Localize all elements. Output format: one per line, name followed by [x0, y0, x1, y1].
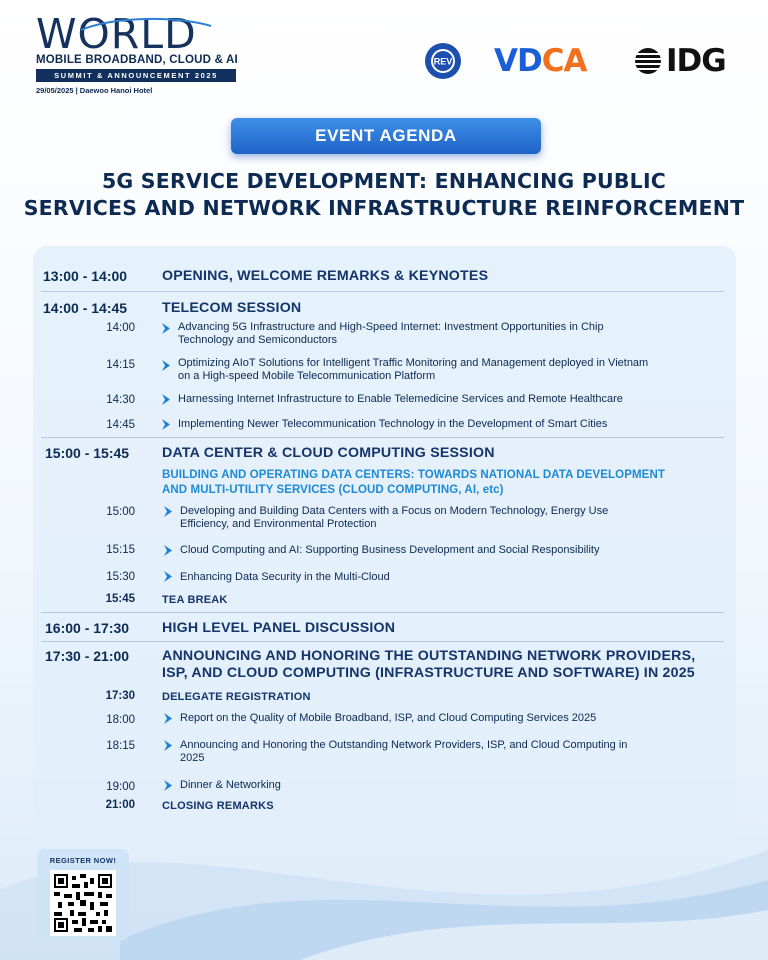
- agenda-item: Cloud Computing and AI: Supporting Business Development and Social Responsibility: [180, 544, 600, 556]
- chevron-right-icon: [163, 545, 173, 556]
- chevron-right-icon: [161, 360, 171, 371]
- divider: [41, 641, 724, 642]
- brand-subtitle: MOBILE BROADBAND, CLOUD & AI: [36, 54, 238, 66]
- title-line-2: SERVICES AND NETWORK INFRASTRUCTURE REINFORCEMENT: [23, 196, 745, 220]
- agenda-item: Dinner & Networking: [180, 779, 281, 791]
- item-time: 15:30: [106, 571, 135, 583]
- event-date-venue: 29/05/2025 | Daewoo Hanoi Hotel: [36, 86, 153, 95]
- register-qr-box[interactable]: [37, 849, 129, 941]
- chevron-right-icon: [163, 506, 173, 517]
- divider: [41, 437, 724, 438]
- chevron-right-icon: [163, 740, 173, 751]
- chevron-right-icon: [161, 323, 171, 334]
- title-line-1: 5G SERVICE DEVELOPMENT: ENHANCING PUBLIC: [101, 169, 667, 193]
- idg-logo-text: IDG: [666, 43, 726, 79]
- agenda-item: Report on the Quality of Mobile Broadband, ISP, and Cloud Computing Services 2025: [180, 712, 597, 724]
- session-time: 15:00 - 15:45: [45, 445, 130, 461]
- session-title: ANNOUNCING AND HONORING THE OUTSTANDING NETWORK PROVIDERS, ISP, AND CLOUD COMPUTING (INFRASTRUCTURE AND SOFTWARE) IN 2025: [162, 648, 696, 681]
- register-label: REGISTER NOW!: [49, 856, 117, 865]
- svg-text:REV: REV: [433, 56, 453, 67]
- chevron-right-icon: [161, 394, 171, 405]
- page-title: [0, 168, 768, 222]
- item-time: 17:30: [105, 690, 135, 702]
- session-subheading: BUILDING AND OPERATING DATA CENTERS: TOWARDS NATIONAL DATA DEVELOPMENT AND MULTI-UTILITY SERVICES (CLOUD COMPUTING, AI, etc): [162, 469, 665, 496]
- item-time: 14:30: [106, 394, 135, 406]
- item-time: 15:15: [106, 544, 135, 556]
- registration-label: DELEGATE REGISTRATION: [162, 691, 311, 703]
- divider: [41, 612, 724, 613]
- agenda-item: Harnessing Internet Infrastructure to Enable Telemedicine Services and Remote Healthcare: [178, 393, 623, 405]
- brand-arc-icon: [76, 14, 216, 34]
- session-time: 17:30 - 21:00: [45, 648, 130, 664]
- agenda-item: Advancing 5G Infrastructure and High-Speed Internet: Investment Opportunities in Chip Technology and Semiconductors: [178, 321, 604, 346]
- item-time: 14:45: [106, 419, 135, 431]
- item-time: 18:00: [106, 714, 135, 726]
- brand-summit-bar: SUMMIT & ANNOUNCEMENT 2025: [36, 69, 236, 82]
- session-title: DATA CENTER & CLOUD COMPUTING SESSION: [162, 445, 495, 461]
- rev-logo-icon: [424, 42, 462, 80]
- item-time: 19:00: [106, 781, 135, 793]
- idg-globe-icon: [634, 47, 662, 75]
- session-time: 14:00 - 14:45: [43, 300, 128, 316]
- agenda-item: Optimizing AIoT Solutions for Intelligent Traffic Monitoring and Management deployed in Vietnam on a High-speed Mobile Telecommunication Platform: [178, 357, 649, 382]
- brand-world-text: WORLD: [36, 10, 197, 58]
- item-time: 21:00: [105, 799, 135, 811]
- item-time: 18:15: [106, 740, 135, 752]
- agenda-item: Enhancing Data Security in the Multi-Cloud: [180, 571, 390, 583]
- session-time: 16:00 - 17:30: [45, 620, 130, 636]
- session-title: OPENING, WELCOME REMARKS & KEYNOTES: [162, 268, 489, 284]
- session-title: HIGH LEVEL PANEL DISCUSSION: [162, 620, 396, 636]
- item-time: 14:15: [106, 359, 135, 371]
- session-title: TELECOM SESSION: [162, 300, 302, 316]
- brand-world-wordmark: [36, 10, 246, 58]
- chevron-right-icon: [163, 780, 173, 791]
- event-agenda-label: EVENT AGENDA: [231, 118, 541, 154]
- chevron-right-icon: [161, 419, 171, 430]
- agenda-item: Announcing and Honoring the Outstanding Network Providers, ISP, and Cloud Computing in 2025: [180, 739, 628, 764]
- closing-remarks-label: CLOSING REMARKS: [162, 800, 274, 812]
- agenda-item: Developing and Building Data Centers with a Focus on Modern Technology, Energy Use Efficiency, and Environmental Protection: [180, 505, 609, 530]
- qr-code-icon[interactable]: [50, 870, 116, 936]
- partner-logos: [420, 40, 740, 82]
- agenda-item: Implementing Newer Telecommunication Technology in the Development of Smart Cities: [178, 418, 608, 430]
- event-brand: [36, 10, 246, 95]
- item-time: 14:00: [106, 322, 135, 334]
- item-time: 15:00: [106, 506, 135, 518]
- agenda-card: [33, 246, 736, 842]
- vdca-logo: VDCA: [494, 43, 587, 79]
- item-time: 15:45: [105, 593, 135, 605]
- divider: [41, 291, 724, 292]
- chevron-right-icon: [163, 571, 173, 582]
- tea-break-label: TEA BREAK: [162, 594, 228, 606]
- session-time: 13:00 - 14:00: [43, 268, 128, 284]
- chevron-right-icon: [163, 713, 173, 724]
